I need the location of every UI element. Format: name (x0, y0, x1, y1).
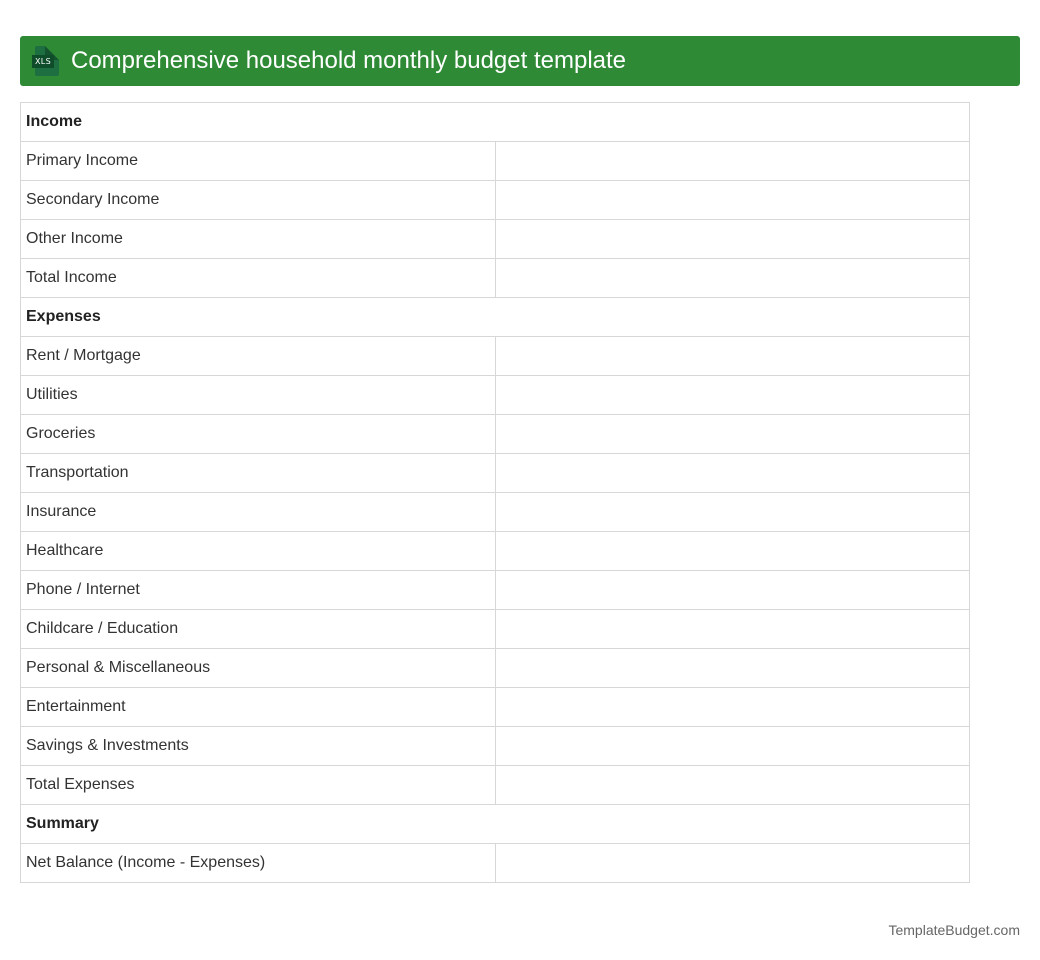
line-item-label: Groceries (21, 415, 496, 454)
line-item-label: Utilities (21, 376, 496, 415)
table-row (21, 337, 970, 376)
table-row (21, 844, 970, 883)
table-row (21, 376, 970, 415)
line-item-label: Healthcare (21, 532, 496, 571)
xls-icon-label: XLS (32, 55, 54, 68)
table-row (21, 766, 970, 805)
table-row (21, 688, 970, 727)
table-row (21, 142, 970, 181)
title-bar (20, 36, 1020, 86)
amount-cell[interactable] (495, 337, 970, 376)
table-row (21, 454, 970, 493)
section-header-row (21, 103, 970, 142)
line-item-label: Childcare / Education (21, 610, 496, 649)
amount-cell[interactable] (495, 220, 970, 259)
amount-cell[interactable] (495, 376, 970, 415)
amount-cell[interactable] (495, 649, 970, 688)
line-item-label: Personal & Miscellaneous (21, 649, 496, 688)
line-item-label: Entertainment (21, 688, 496, 727)
section-heading: Expenses (21, 298, 970, 337)
section-header-row (21, 298, 970, 337)
section-heading: Summary (21, 805, 970, 844)
table-row (21, 493, 970, 532)
table-row (21, 571, 970, 610)
line-item-label: Primary Income (21, 142, 496, 181)
page-title: Comprehensive household monthly budget template (71, 47, 627, 74)
amount-cell[interactable] (495, 610, 970, 649)
xls-file-icon (32, 46, 60, 76)
table-row (21, 181, 970, 220)
amount-cell[interactable] (495, 688, 970, 727)
table-row (21, 220, 970, 259)
line-item-label: Net Balance (Income - Expenses) (21, 844, 496, 883)
amount-cell[interactable] (495, 181, 970, 220)
amount-cell[interactable] (495, 142, 970, 181)
line-item-label: Secondary Income (21, 181, 496, 220)
amount-cell[interactable] (495, 415, 970, 454)
line-item-label: Other Income (21, 220, 496, 259)
table-row (21, 532, 970, 571)
table-row (21, 649, 970, 688)
line-item-label: Total Expenses (21, 766, 496, 805)
table-row (21, 610, 970, 649)
line-item-label: Insurance (21, 493, 496, 532)
line-item-label: Phone / Internet (21, 571, 496, 610)
amount-cell[interactable] (495, 844, 970, 883)
amount-cell[interactable] (495, 571, 970, 610)
section-header-row (21, 805, 970, 844)
table-row (21, 727, 970, 766)
amount-cell[interactable] (495, 493, 970, 532)
amount-cell[interactable] (495, 259, 970, 298)
line-item-label: Transportation (21, 454, 496, 493)
table-row (21, 415, 970, 454)
line-item-label: Rent / Mortgage (21, 337, 496, 376)
table-row (21, 259, 970, 298)
line-item-label: Savings & Investments (21, 727, 496, 766)
section-heading: Income (21, 103, 970, 142)
budget-table (20, 102, 970, 883)
amount-cell[interactable] (495, 532, 970, 571)
line-item-label: Total Income (21, 259, 496, 298)
amount-cell[interactable] (495, 766, 970, 805)
amount-cell[interactable] (495, 727, 970, 766)
site-credit: TemplateBudget.com (888, 922, 1020, 938)
amount-cell[interactable] (495, 454, 970, 493)
